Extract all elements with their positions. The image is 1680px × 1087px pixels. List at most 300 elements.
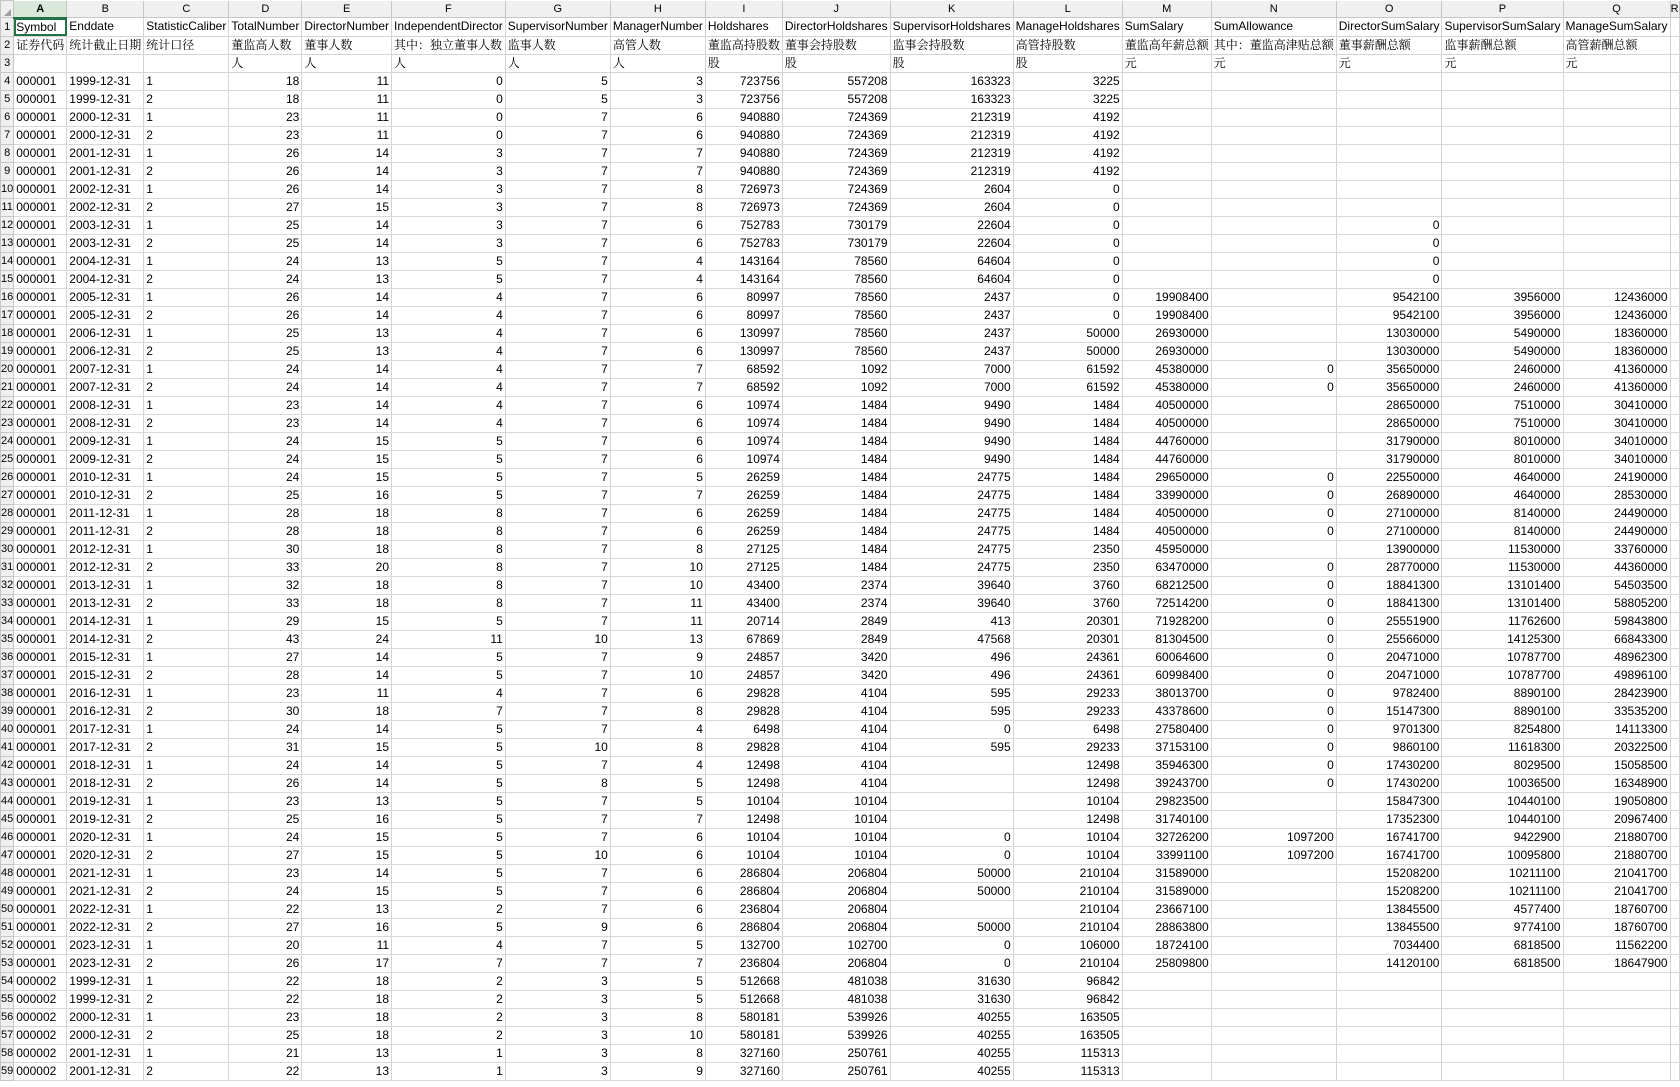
cell-N[interactable]: 0: [1211, 612, 1336, 630]
cell-Q[interactable]: [1563, 1062, 1670, 1080]
cell-O[interactable]: 9542100: [1336, 306, 1442, 324]
cell-K[interactable]: 2437: [890, 306, 1013, 324]
cell-M[interactable]: 31589000: [1122, 864, 1211, 882]
cell-B[interactable]: 2015-12-31: [67, 666, 144, 684]
cell-M[interactable]: [1122, 1044, 1211, 1062]
cell-K[interactable]: 40255: [890, 1026, 1013, 1044]
cell-B[interactable]: 2020-12-31: [67, 846, 144, 864]
cell-I[interactable]: 940880: [705, 144, 782, 162]
cell-K[interactable]: 212319: [890, 126, 1013, 144]
cell-M[interactable]: [1122, 180, 1211, 198]
cell-D[interactable]: 30: [229, 702, 302, 720]
cell-A[interactable]: 000001: [14, 864, 67, 882]
cell-K[interactable]: 31630: [890, 972, 1013, 990]
grid-body[interactable]: [1, 18, 1680, 1081]
cell-G[interactable]: 7: [505, 792, 610, 810]
cell-D[interactable]: 31: [229, 738, 302, 756]
cell-I[interactable]: 6498: [705, 720, 782, 738]
row-header[interactable]: 26: [1, 468, 14, 486]
column-header-k[interactable]: K: [890, 1, 1013, 18]
cell-R[interactable]: [1670, 1008, 1679, 1026]
cell-C[interactable]: 2: [144, 90, 229, 108]
row-header[interactable]: 40: [1, 720, 14, 738]
cell-I[interactable]: 143164: [705, 270, 782, 288]
cell-L[interactable]: 106000: [1013, 936, 1122, 954]
cell-M[interactable]: 23667100: [1122, 900, 1211, 918]
cell-F[interactable]: 5: [392, 468, 506, 486]
cell-A[interactable]: 000001: [14, 576, 67, 594]
cell-Q[interactable]: 54503500: [1563, 576, 1670, 594]
cell-Q[interactable]: 34010000: [1563, 450, 1670, 468]
cell-F[interactable]: 5: [392, 828, 506, 846]
cell-J[interactable]: 1484: [782, 558, 890, 576]
cell-A[interactable]: 000001: [14, 720, 67, 738]
cell-K[interactable]: [890, 900, 1013, 918]
cell-I[interactable]: 12498: [705, 756, 782, 774]
cell-J[interactable]: 206804: [782, 900, 890, 918]
cell-O[interactable]: 27100000: [1336, 522, 1442, 540]
cell-A[interactable]: 000001: [14, 810, 67, 828]
cell-A[interactable]: 000001: [14, 504, 67, 522]
cell-P[interactable]: 10787700: [1442, 648, 1563, 666]
cell-P[interactable]: 10440100: [1442, 810, 1563, 828]
cell-D[interactable]: 28: [229, 666, 302, 684]
cell-L[interactable]: 0: [1013, 306, 1122, 324]
cell-C[interactable]: 1: [144, 720, 229, 738]
cell-M[interactable]: 32726200: [1122, 828, 1211, 846]
cell-O[interactable]: [1336, 1008, 1442, 1026]
cell-Q[interactable]: 24490000: [1563, 504, 1670, 522]
cell-B[interactable]: 2013-12-31: [67, 594, 144, 612]
cell-I[interactable]: 20714: [705, 612, 782, 630]
cell-L[interactable]: 1484: [1013, 414, 1122, 432]
row-header[interactable]: 9: [1, 162, 14, 180]
cell-N[interactable]: [1211, 234, 1336, 252]
cell-G[interactable]: 7: [505, 270, 610, 288]
cell-H[interactable]: 10: [610, 666, 705, 684]
cell-P[interactable]: 6818500: [1442, 936, 1563, 954]
cell-Q[interactable]: [1563, 1044, 1670, 1062]
cell-K[interactable]: 40255: [890, 1044, 1013, 1062]
cell-M[interactable]: 18724100: [1122, 936, 1211, 954]
cell-M[interactable]: [1122, 990, 1211, 1008]
cell-B[interactable]: 2019-12-31: [67, 792, 144, 810]
cell-J[interactable]: 206804: [782, 864, 890, 882]
cell-O[interactable]: 35650000: [1336, 360, 1442, 378]
cell-J[interactable]: 1484: [782, 468, 890, 486]
cell-K[interactable]: 163323: [890, 72, 1013, 90]
cell-K[interactable]: 39640: [890, 594, 1013, 612]
cell-P[interactable]: [1442, 72, 1563, 90]
cell-K[interactable]: 股: [890, 54, 1013, 72]
cell-H[interactable]: 6: [610, 432, 705, 450]
cell-C[interactable]: 2: [144, 738, 229, 756]
cell-A[interactable]: 000001: [14, 324, 67, 342]
cell-F[interactable]: 4: [392, 396, 506, 414]
cell-E[interactable]: 15: [302, 198, 392, 216]
cell-E[interactable]: 11: [302, 936, 392, 954]
cell-D[interactable]: 27: [229, 198, 302, 216]
row-header[interactable]: 4: [1, 72, 14, 90]
row-header[interactable]: 49: [1, 882, 14, 900]
cell-P[interactable]: 3956000: [1442, 306, 1563, 324]
cell-B[interactable]: 2018-12-31: [67, 756, 144, 774]
cell-F[interactable]: 5: [392, 720, 506, 738]
cell-B[interactable]: 2021-12-31: [67, 864, 144, 882]
cell-N[interactable]: [1211, 270, 1336, 288]
cell-B[interactable]: 2011-12-31: [67, 522, 144, 540]
cell-L[interactable]: 20301: [1013, 630, 1122, 648]
cell-C[interactable]: 2: [144, 378, 229, 396]
cell-P[interactable]: SupervisorSumSalary: [1442, 18, 1563, 37]
cell-B[interactable]: 2009-12-31: [67, 450, 144, 468]
row-header[interactable]: 42: [1, 756, 14, 774]
cell-F[interactable]: 4: [392, 342, 506, 360]
cell-B[interactable]: 2001-12-31: [67, 1044, 144, 1062]
cell-J[interactable]: 724369: [782, 126, 890, 144]
cell-H[interactable]: 6: [610, 216, 705, 234]
cell-R[interactable]: [1670, 774, 1679, 792]
row-header[interactable]: 18: [1, 324, 14, 342]
cell-A[interactable]: 000001: [14, 594, 67, 612]
cell-J[interactable]: 557208: [782, 90, 890, 108]
cell-P[interactable]: 3956000: [1442, 288, 1563, 306]
cell-N[interactable]: [1211, 810, 1336, 828]
cell-L[interactable]: 96842: [1013, 990, 1122, 1008]
cell-N[interactable]: 0: [1211, 702, 1336, 720]
cell-J[interactable]: 3420: [782, 666, 890, 684]
cell-D[interactable]: 25: [229, 216, 302, 234]
cell-E[interactable]: 14: [302, 306, 392, 324]
cell-Q[interactable]: 12436000: [1563, 288, 1670, 306]
cell-M[interactable]: 72514200: [1122, 594, 1211, 612]
row-header[interactable]: 19: [1, 342, 14, 360]
cell-Q[interactable]: 33760000: [1563, 540, 1670, 558]
cell-J[interactable]: 4104: [782, 756, 890, 774]
cell-C[interactable]: 2: [144, 234, 229, 252]
cell-F[interactable]: 3: [392, 180, 506, 198]
cell-R[interactable]: [1670, 720, 1679, 738]
cell-H[interactable]: 5: [610, 792, 705, 810]
cell-L[interactable]: 0: [1013, 270, 1122, 288]
cell-P[interactable]: 11762600: [1442, 612, 1563, 630]
cell-D[interactable]: 25: [229, 234, 302, 252]
cell-I[interactable]: 236804: [705, 900, 782, 918]
cell-N[interactable]: 0: [1211, 648, 1336, 666]
cell-L[interactable]: 20301: [1013, 612, 1122, 630]
cell-I[interactable]: 723756: [705, 72, 782, 90]
cell-G[interactable]: 7: [505, 342, 610, 360]
cell-R[interactable]: [1670, 324, 1679, 342]
row-header[interactable]: 17: [1, 306, 14, 324]
cell-K[interactable]: 0: [890, 936, 1013, 954]
cell-F[interactable]: 8: [392, 594, 506, 612]
cell-G[interactable]: 7: [505, 594, 610, 612]
cell-E[interactable]: 15: [302, 738, 392, 756]
cell-L[interactable]: 96842: [1013, 972, 1122, 990]
cell-F[interactable]: 3: [392, 216, 506, 234]
cell-I[interactable]: 67869: [705, 630, 782, 648]
cell-G[interactable]: 7: [505, 900, 610, 918]
cell-J[interactable]: 206804: [782, 918, 890, 936]
cell-L[interactable]: 1484: [1013, 432, 1122, 450]
cell-G[interactable]: 7: [505, 360, 610, 378]
cell-C[interactable]: 2: [144, 954, 229, 972]
cell-F[interactable]: 8: [392, 504, 506, 522]
cell-L[interactable]: 1484: [1013, 486, 1122, 504]
cell-A[interactable]: 000001: [14, 486, 67, 504]
cell-F[interactable]: 2: [392, 900, 506, 918]
cell-F[interactable]: 2: [392, 1008, 506, 1026]
cell-B[interactable]: 2019-12-31: [67, 810, 144, 828]
cell-N[interactable]: 0: [1211, 504, 1336, 522]
cell-F[interactable]: 0: [392, 90, 506, 108]
cell-O[interactable]: [1336, 1062, 1442, 1080]
cell-N[interactable]: 0: [1211, 468, 1336, 486]
cell-R[interactable]: [1670, 486, 1679, 504]
cell-M[interactable]: SumSalary: [1122, 18, 1211, 37]
cell-N[interactable]: [1211, 918, 1336, 936]
cell-O[interactable]: 7034400: [1336, 936, 1442, 954]
cell-I[interactable]: 24857: [705, 648, 782, 666]
cell-J[interactable]: 4104: [782, 720, 890, 738]
cell-Q[interactable]: 28423900: [1563, 684, 1670, 702]
cell-O[interactable]: [1336, 1044, 1442, 1062]
cell-A[interactable]: 000001: [14, 144, 67, 162]
cell-M[interactable]: 25809800: [1122, 954, 1211, 972]
cell-D[interactable]: 26: [229, 288, 302, 306]
cell-M[interactable]: 40500000: [1122, 396, 1211, 414]
cell-N[interactable]: [1211, 342, 1336, 360]
row-header[interactable]: 25: [1, 450, 14, 468]
cell-G[interactable]: 7: [505, 288, 610, 306]
cell-F[interactable]: 8: [392, 540, 506, 558]
cell-P[interactable]: 5490000: [1442, 342, 1563, 360]
cell-Q[interactable]: [1563, 72, 1670, 90]
cell-E[interactable]: 15: [302, 450, 392, 468]
cell-H[interactable]: 6: [610, 900, 705, 918]
cell-O[interactable]: 20471000: [1336, 648, 1442, 666]
cell-Q[interactable]: 16348900: [1563, 774, 1670, 792]
cell-I[interactable]: 752783: [705, 234, 782, 252]
cell-P[interactable]: [1442, 126, 1563, 144]
cell-M[interactable]: [1122, 72, 1211, 90]
cell-N[interactable]: 0: [1211, 360, 1336, 378]
cell-L[interactable]: 股: [1013, 54, 1122, 72]
cell-D[interactable]: 32: [229, 576, 302, 594]
cell-P[interactable]: [1442, 1008, 1563, 1026]
cell-I[interactable]: 10974: [705, 432, 782, 450]
cell-O[interactable]: 28650000: [1336, 414, 1442, 432]
cell-J[interactable]: 78560: [782, 252, 890, 270]
cell-Q[interactable]: 18760700: [1563, 918, 1670, 936]
cell-D[interactable]: 25: [229, 486, 302, 504]
cell-C[interactable]: 1: [144, 180, 229, 198]
cell-D[interactable]: 20: [229, 936, 302, 954]
cell-H[interactable]: 4: [610, 252, 705, 270]
row-header[interactable]: 48: [1, 864, 14, 882]
cell-K[interactable]: 496: [890, 648, 1013, 666]
cell-M[interactable]: [1122, 1026, 1211, 1044]
cell-E[interactable]: 人: [302, 54, 392, 72]
cell-I[interactable]: 10974: [705, 450, 782, 468]
cell-H[interactable]: 5: [610, 774, 705, 792]
cell-E[interactable]: 11: [302, 684, 392, 702]
cell-K[interactable]: 2604: [890, 180, 1013, 198]
cell-C[interactable]: 2: [144, 126, 229, 144]
cell-J[interactable]: 10104: [782, 846, 890, 864]
cell-B[interactable]: 2015-12-31: [67, 648, 144, 666]
cell-A[interactable]: 000001: [14, 558, 67, 576]
cell-A[interactable]: 000001: [14, 792, 67, 810]
cell-R[interactable]: [1670, 540, 1679, 558]
cell-E[interactable]: 11: [302, 72, 392, 90]
cell-F[interactable]: 4: [392, 684, 506, 702]
cell-A[interactable]: 000002: [14, 1008, 67, 1026]
cell-E[interactable]: 13: [302, 792, 392, 810]
cell-K[interactable]: 595: [890, 738, 1013, 756]
cell-M[interactable]: 40500000: [1122, 522, 1211, 540]
cell-N[interactable]: [1211, 180, 1336, 198]
cell-E[interactable]: 14: [302, 666, 392, 684]
cell-A[interactable]: 000001: [14, 252, 67, 270]
cell-M[interactable]: 35946300: [1122, 756, 1211, 774]
cell-Q[interactable]: 44360000: [1563, 558, 1670, 576]
row-header[interactable]: 29: [1, 522, 14, 540]
cell-K[interactable]: 9490: [890, 414, 1013, 432]
cell-O[interactable]: 25551900: [1336, 612, 1442, 630]
cell-B[interactable]: 2011-12-31: [67, 504, 144, 522]
cell-J[interactable]: 481038: [782, 990, 890, 1008]
cell-C[interactable]: 2: [144, 558, 229, 576]
cell-P[interactable]: 7510000: [1442, 396, 1563, 414]
cell-C[interactable]: 2: [144, 990, 229, 1008]
cell-H[interactable]: 7: [610, 378, 705, 396]
cell-Q[interactable]: [1563, 1026, 1670, 1044]
cell-B[interactable]: 2012-12-31: [67, 558, 144, 576]
cell-K[interactable]: 24775: [890, 522, 1013, 540]
cell-G[interactable]: 3: [505, 972, 610, 990]
cell-B[interactable]: 2000-12-31: [67, 1008, 144, 1026]
cell-B[interactable]: 2010-12-31: [67, 486, 144, 504]
cell-R[interactable]: [1670, 918, 1679, 936]
cell-R[interactable]: [1670, 936, 1679, 954]
cell-A[interactable]: 证券代码: [14, 36, 67, 54]
cell-H[interactable]: 7: [610, 162, 705, 180]
cell-E[interactable]: 18: [302, 594, 392, 612]
cell-M[interactable]: 60064600: [1122, 648, 1211, 666]
cell-H[interactable]: 10: [610, 1026, 705, 1044]
cell-L[interactable]: 12498: [1013, 774, 1122, 792]
cell-H[interactable]: 7: [610, 486, 705, 504]
cell-D[interactable]: 23: [229, 1008, 302, 1026]
cell-O[interactable]: 18841300: [1336, 594, 1442, 612]
cell-K[interactable]: [890, 810, 1013, 828]
cell-O[interactable]: 9782400: [1336, 684, 1442, 702]
cell-A[interactable]: 000001: [14, 378, 67, 396]
cell-M[interactable]: 38013700: [1122, 684, 1211, 702]
cell-P[interactable]: [1442, 972, 1563, 990]
cell-E[interactable]: 14: [302, 180, 392, 198]
cell-R[interactable]: [1670, 846, 1679, 864]
cell-P[interactable]: [1442, 252, 1563, 270]
cell-R[interactable]: [1670, 594, 1679, 612]
cell-J[interactable]: 78560: [782, 270, 890, 288]
cell-E[interactable]: 董事人数: [302, 36, 392, 54]
cell-K[interactable]: 9490: [890, 432, 1013, 450]
column-header-d[interactable]: D: [229, 1, 302, 18]
cell-J[interactable]: 206804: [782, 882, 890, 900]
cell-C[interactable]: 1: [144, 1044, 229, 1062]
cell-P[interactable]: 10036500: [1442, 774, 1563, 792]
cell-Q[interactable]: 11562200: [1563, 936, 1670, 954]
cell-M[interactable]: [1122, 1062, 1211, 1080]
cell-C[interactable]: 1: [144, 576, 229, 594]
cell-J[interactable]: 1484: [782, 450, 890, 468]
cell-N[interactable]: [1211, 1008, 1336, 1026]
cell-H[interactable]: 8: [610, 1008, 705, 1026]
cell-L[interactable]: 6498: [1013, 720, 1122, 738]
cell-G[interactable]: 7: [505, 126, 610, 144]
cell-J[interactable]: 4104: [782, 738, 890, 756]
cell-O[interactable]: [1336, 198, 1442, 216]
cell-F[interactable]: 5: [392, 792, 506, 810]
cell-R[interactable]: [1670, 90, 1679, 108]
cell-L[interactable]: 163505: [1013, 1008, 1122, 1026]
cell-N[interactable]: 0: [1211, 774, 1336, 792]
cell-K[interactable]: 50000: [890, 864, 1013, 882]
cell-R[interactable]: [1670, 270, 1679, 288]
cell-E[interactable]: 15: [302, 882, 392, 900]
cell-H[interactable]: 7: [610, 810, 705, 828]
cell-N[interactable]: [1211, 72, 1336, 90]
cell-J[interactable]: 4104: [782, 702, 890, 720]
cell-K[interactable]: 0: [890, 828, 1013, 846]
row-header[interactable]: 37: [1, 666, 14, 684]
cell-F[interactable]: 5: [392, 648, 506, 666]
cell-K[interactable]: 9490: [890, 450, 1013, 468]
cell-D[interactable]: 33: [229, 594, 302, 612]
cell-F[interactable]: 4: [392, 306, 506, 324]
column-header-g[interactable]: G: [505, 1, 610, 18]
row-header[interactable]: 23: [1, 414, 14, 432]
cell-F[interactable]: 3: [392, 234, 506, 252]
cell-Q[interactable]: 58805200: [1563, 594, 1670, 612]
cell-P[interactable]: [1442, 1062, 1563, 1080]
cell-M[interactable]: [1122, 252, 1211, 270]
cell-C[interactable]: 1: [144, 864, 229, 882]
cell-B[interactable]: 2014-12-31: [67, 612, 144, 630]
row-header[interactable]: 14: [1, 252, 14, 270]
cell-E[interactable]: 18: [302, 540, 392, 558]
cell-A[interactable]: 000001: [14, 756, 67, 774]
cell-K[interactable]: 212319: [890, 162, 1013, 180]
cell-G[interactable]: 7: [505, 252, 610, 270]
cell-O[interactable]: 31790000: [1336, 432, 1442, 450]
cell-C[interactable]: 1: [144, 216, 229, 234]
cell-H[interactable]: 6: [610, 522, 705, 540]
cell-K[interactable]: 9490: [890, 396, 1013, 414]
cell-O[interactable]: 董事薪酬总额: [1336, 36, 1442, 54]
cell-P[interactable]: 8890100: [1442, 684, 1563, 702]
cell-M[interactable]: 45380000: [1122, 360, 1211, 378]
cell-C[interactable]: 2: [144, 306, 229, 324]
cell-C[interactable]: 1: [144, 792, 229, 810]
cell-O[interactable]: 0: [1336, 234, 1442, 252]
cell-H[interactable]: 6: [610, 828, 705, 846]
column-header-e[interactable]: E: [302, 1, 392, 18]
cell-P[interactable]: 8890100: [1442, 702, 1563, 720]
